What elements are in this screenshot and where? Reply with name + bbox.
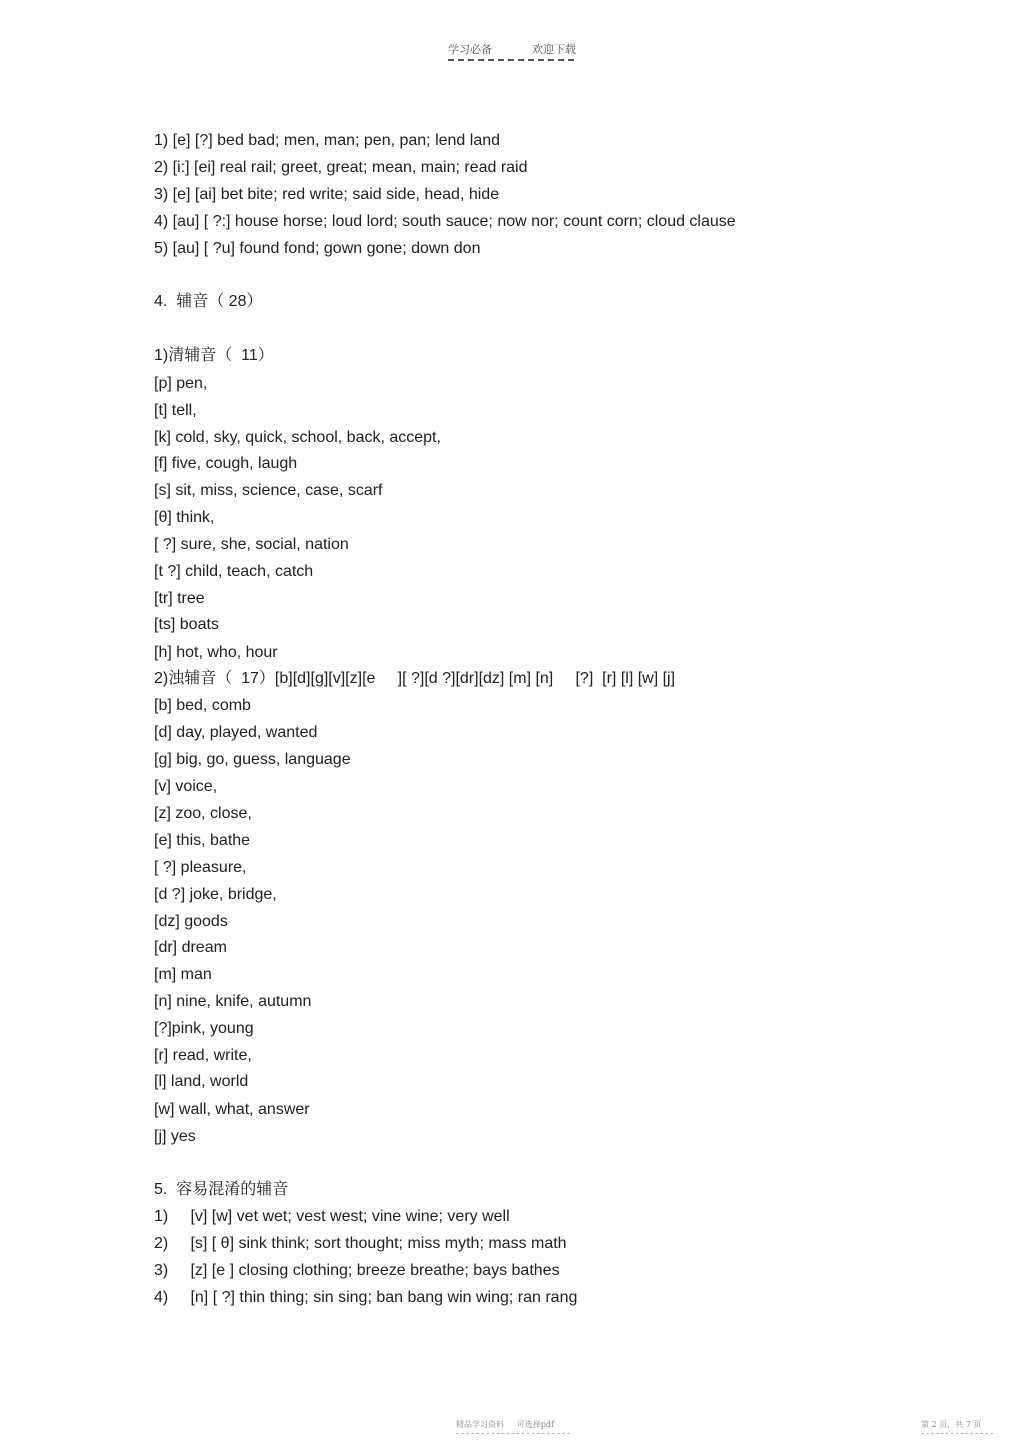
voiced-item: [d] day, played, wanted — [154, 724, 318, 741]
voiceless-item: [s] sit, miss, science, case, scarf — [154, 482, 383, 499]
confusing-item: 2) [s] [ θ] sink think; sort thought; miss myth; mass math — [154, 1235, 567, 1252]
voiced-item: [v] voice, — [154, 778, 218, 795]
voiceless-item: [f] five, cough, laugh — [154, 455, 298, 472]
voiced-item: [?]pink, young — [154, 1020, 254, 1037]
confusing-item: 3) [z] [e ] closing clothing; breeze breathe; bays bathes — [154, 1262, 560, 1279]
voiceless-item: [ts] boats — [154, 616, 219, 633]
voiced-item: [d ?] joke, bridge, — [154, 886, 277, 903]
section-heading-consonants: 4. 辅音（ 28） — [154, 293, 263, 310]
page-number: 第 2 页，共 7 页 — [921, 1420, 982, 1429]
page-header — [448, 41, 576, 57]
voiceless-item: [k] cold, sky, quick, school, back, accept, — [154, 429, 441, 446]
voiceless-heading: 1)清辅音（ 11） — [154, 347, 274, 364]
header-right-text: 欢迎下载 — [532, 43, 576, 56]
header-divider — [448, 59, 574, 61]
voiced-item: [g] big, go, guess, language — [154, 751, 351, 768]
voiced-item: [dr] dream — [154, 939, 227, 956]
voiced-item: [ ?] pleasure, — [154, 859, 247, 876]
voiceless-item: [p] pen, — [154, 375, 208, 392]
voiced-item: [r] read, write, — [154, 1047, 252, 1064]
section-heading-confusing: 5. 容易混淆的辅音 — [154, 1181, 289, 1198]
voiced-item: [e] this, bathe — [154, 832, 251, 849]
vowel-pair-line: 4) [au] [ ?:] house horse; loud lord; south sauce; now nor; count corn; cloud clause — [154, 213, 736, 230]
voiced-item: [n] nine, knife, autumn — [154, 993, 312, 1010]
header-left-text: 学习必备 — [448, 43, 492, 56]
voiced-item: [j] yes — [154, 1128, 196, 1145]
footer-left-divider — [456, 1433, 570, 1434]
voiceless-item: [t] tell, — [154, 402, 197, 419]
voiced-item: [dz] goods — [154, 913, 228, 930]
vowel-pair-line: 1) [e] [?] bed bad; men, man; pen, pan; lend land — [154, 132, 501, 149]
footer-left-text: 精品学习资料 可选择pdf — [456, 1420, 554, 1429]
vowel-pair-line: 2) [i:] [ei] real rail; greet, great; mean, main; read raid — [154, 159, 528, 176]
voiced-item: [m] man — [154, 966, 212, 983]
voiced-heading: 2)浊辅音（ 17）[b][d][g][v][z][e ][ ?][d ?][dr][dz] [m] [n] [?] [r] [l] [w] [j] — [154, 670, 676, 687]
voiced-item: [b] bed, comb — [154, 697, 251, 714]
voiceless-item: [tr] tree — [154, 590, 205, 607]
vowel-pair-line: 5) [au] [ ?u] found fond; gown gone; down don — [154, 240, 481, 257]
voiceless-item: [ ?] sure, she, social, nation — [154, 536, 349, 553]
voiceless-item: [θ] think, — [154, 509, 215, 526]
voiced-item: [l] land, world — [154, 1073, 249, 1090]
voiced-item: [z] zoo, close, — [154, 805, 252, 822]
footer-right-divider — [921, 1433, 993, 1434]
confusing-item: 4) [n] [ ?] thin thing; sin sing; ban bang win wing; ran rang — [154, 1289, 578, 1306]
voiceless-item: [h] hot, who, hour — [154, 644, 278, 661]
vowel-pair-line: 3) [e] [ai] bet bite; red write; said side, head, hide — [154, 186, 500, 203]
voiced-item: [w] wall, what, answer — [154, 1101, 310, 1118]
voiceless-item: [t ?] child, teach, catch — [154, 563, 314, 580]
confusing-item: 1) [v] [w] vet wet; vest west; vine wine; very well — [154, 1208, 510, 1225]
